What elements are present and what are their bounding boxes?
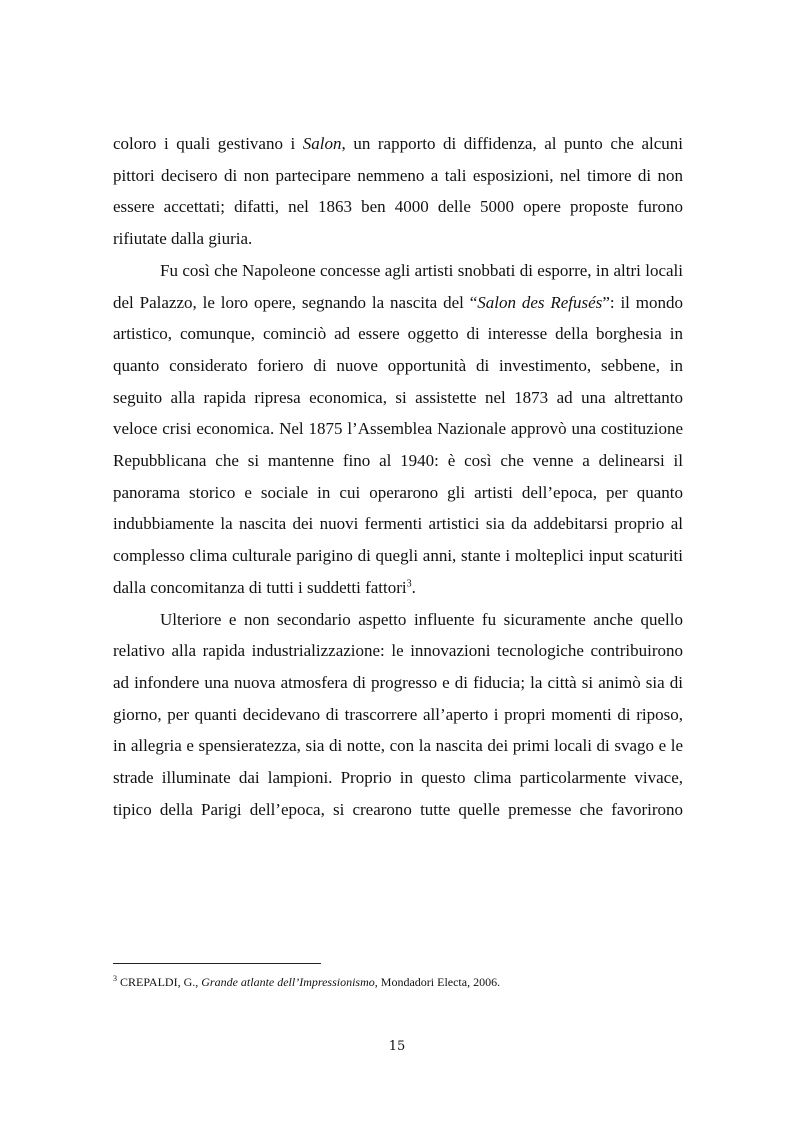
footnote-separator [113,963,321,964]
paragraph-2-text-middle: ”: il mondo artistico, comunque, cominciò ad essere oggetto di interesse della borghesia in quanto considerato foriero di nuove opportunità di investimento, sebbene, in seguito alla rapida ripresa economica, si assistette nel 1873 ad una altrettanto veloce crisi economica. Nel 1875 l’Assemblea Nazionale approvò una costituzione Repubblicana che si mantenne fino al 1940: è così che venne a delinearsi il panorama storico e sociale in cui operarono gli artisti dell’epoca, per quanto indubbiamente la nascita dei nuovi fermenti artistici sia da addebitarsi proprio al complesso clima culturale parigino di quegli anni, stante i molteplici input scaturiti dalla concomitanza di tutti i suddetti fattori [113,292,683,597]
paragraph-2 [113,255,683,604]
footnote-book-title: Grande atlante dell’Impressionismo [201,975,375,989]
paragraph-3 [113,604,683,826]
footnote-author: CREPALDI, G., [117,975,202,989]
paragraph-2-text-start: Fu così che Napoleone concesse agli artisti snobbati di esporre, in altri locali del Palazzo, le loro opere, segnando la nascita del “ [113,260,683,312]
paragraph-2-text-end: . [411,577,416,597]
page-number: 15 [388,1039,406,1054]
footnote-publisher: , Mondadori Electa, 2006. [374,975,501,989]
footnote-marker: 3 [113,974,117,983]
paragraph-1 [113,128,683,255]
footnote-reference[interactable]: 3 [406,578,412,590]
footnote [113,972,683,992]
salon-des-refuses-term: Salon des Refusés [477,292,603,312]
paragraph-3-text: Ulteriore e non secondario aspetto influente fu sicuramente anche quello relativo alla rapida industrializzazione: le innovazioni tecnologiche contribuirono ad infondere una nuova atmosfera di progresso e di fiducia; la città si animò sia di giorno, per quanti decidevano di trascorrere all’aperto i propri momenti di riposo, in allegria e spensieratezza, sia di notte, con la nascita dei primi locali di svago e le strade illuminate dai lampioni. Proprio in questo clima particolarmente vivace, tipico della Parigi dell’epoca, si crearono tutte quelle premesse che favorirono [113,609,683,819]
main-text [113,128,683,825]
paragraph-1-text-end: , un rapporto di diffidenza, al punto che alcuni pittori decisero di non partecipare nemmeno a tali esposizioni, nel timore di non essere accettati; difatti, nel 1863 ben 4000 delle 5000 opere proposte furono rifiutate dalla giuria. [113,134,683,249]
salon-term: Salon [302,134,342,153]
paragraph-1-text-start: coloro i quali gestivano i [113,134,303,153]
